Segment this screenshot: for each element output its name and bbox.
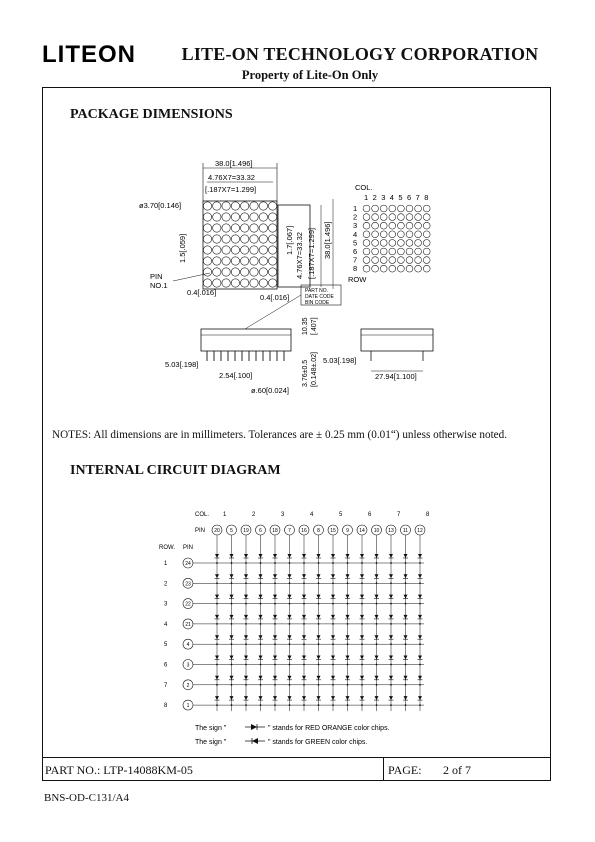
matrix-dot bbox=[423, 257, 430, 264]
dim-side-width: 27.94[1.100] bbox=[375, 372, 417, 381]
bottom-view-body bbox=[201, 329, 291, 351]
led-dot bbox=[259, 213, 267, 221]
matrix-dot bbox=[406, 248, 413, 255]
col-pin-number: 8 bbox=[317, 528, 320, 534]
matrix-dot bbox=[415, 265, 422, 272]
dim-bottom-left: 0.4[.016] bbox=[187, 288, 217, 297]
led-dot bbox=[259, 257, 267, 265]
led-dot bbox=[250, 213, 258, 221]
dim-pitch-in: [.187X7=1.299] bbox=[205, 185, 257, 194]
led-dot bbox=[250, 224, 258, 232]
row-pin-number: 21 bbox=[185, 621, 191, 628]
matrix-col-number: 5 bbox=[398, 193, 403, 202]
led-dot bbox=[222, 224, 230, 232]
led-dot bbox=[268, 257, 276, 265]
col-pin-number: 6 bbox=[259, 528, 262, 534]
dim-vert-pitch-mm: 4.76X7=33.32 bbox=[295, 232, 304, 279]
matrix-dot bbox=[380, 240, 387, 247]
matrix-dot bbox=[406, 222, 413, 229]
matrix-dot bbox=[398, 214, 405, 221]
led-dot bbox=[268, 213, 276, 221]
legend-green-pre: The sign " bbox=[195, 739, 227, 746]
property-notice: Property of Lite-On Only bbox=[241, 68, 379, 82]
matrix-dot bbox=[398, 248, 405, 255]
led-dot bbox=[222, 257, 230, 265]
led-dot bbox=[250, 268, 258, 276]
matrix-row-number: 7 bbox=[353, 255, 358, 265]
matrix-row-number: 5 bbox=[353, 238, 358, 248]
led-dot bbox=[203, 235, 211, 243]
pin-matrix bbox=[353, 193, 430, 273]
circuit-col-number: 7 bbox=[397, 512, 401, 518]
dim-pitch-mm: 4.76X7=33.32 bbox=[208, 173, 255, 182]
dim-vert-small: 1.7[.067] bbox=[285, 225, 294, 255]
dim-height: 38.0[1.496] bbox=[323, 221, 332, 259]
matrix-dot bbox=[398, 240, 405, 247]
led-dot bbox=[213, 268, 221, 276]
circuit-grid bbox=[164, 512, 430, 711]
matrix-dot bbox=[389, 240, 396, 247]
circuit-col-number: 3 bbox=[281, 512, 285, 518]
matrix-dot bbox=[406, 231, 413, 238]
document-id: BNS-OD-C131/A4 bbox=[44, 792, 129, 804]
led-dot bbox=[231, 246, 239, 254]
matrix-dot bbox=[415, 240, 422, 247]
circuit-col-number: 8 bbox=[426, 512, 430, 518]
led-dot bbox=[241, 235, 249, 243]
matrix-dot bbox=[406, 214, 413, 221]
led-dot bbox=[213, 213, 221, 221]
led-dot bbox=[268, 202, 276, 210]
matrix-dot bbox=[389, 222, 396, 229]
led-dot bbox=[231, 202, 239, 210]
matrix-dot bbox=[380, 257, 387, 264]
led-dot bbox=[222, 213, 230, 221]
circuit-col-label: COL. bbox=[195, 512, 210, 518]
right-view-body bbox=[361, 329, 433, 351]
col-pin-number: 5 bbox=[230, 528, 233, 534]
circuit-diagram bbox=[155, 505, 455, 750]
row-pin-number: 4 bbox=[186, 642, 190, 649]
led-dot bbox=[250, 279, 258, 287]
company-name: LITE-ON TECHNOLOGY CORPORATION bbox=[181, 44, 539, 64]
dim-width-top: 38.0[1.496] bbox=[215, 159, 253, 168]
led-dot bbox=[259, 246, 267, 254]
matrix-dot bbox=[398, 265, 405, 272]
part-box-line1: PART NO. bbox=[305, 288, 329, 294]
circuit-pin-label: PIN bbox=[195, 528, 206, 534]
matrix-row-number: 1 bbox=[353, 204, 358, 213]
led-dot bbox=[241, 257, 249, 265]
row-pin-number: 24 bbox=[185, 561, 191, 567]
matrix-dot bbox=[380, 265, 387, 272]
dim-side-v4: [.407] bbox=[311, 317, 318, 335]
matrix-dot bbox=[389, 231, 396, 238]
led-dot bbox=[241, 279, 249, 287]
led-dot bbox=[231, 279, 239, 287]
col-pin-number: 20 bbox=[214, 528, 220, 534]
row-pin-number: 1 bbox=[186, 703, 190, 710]
pin-no-label: NO.1 bbox=[150, 281, 168, 290]
matrix-dot bbox=[389, 214, 396, 221]
notes-text: NOTES: All dimensions are in millimeters. Tolerances are ± 0.25 mm (0.01“) unless otherwise noted. bbox=[52, 429, 508, 441]
package-dimensions-title: PACKAGE DIMENSIONS bbox=[70, 107, 233, 122]
col-label: COL. bbox=[355, 183, 373, 192]
matrix-col-number: 2 bbox=[372, 193, 377, 202]
col-pin-number: 12 bbox=[417, 528, 423, 534]
circuit-col-number: 1 bbox=[223, 512, 227, 518]
matrix-dot bbox=[372, 214, 379, 221]
matrix-row-number: 2 bbox=[353, 212, 358, 222]
matrix-dot bbox=[398, 231, 405, 238]
circuit-row-pin-label: PIN bbox=[183, 545, 194, 551]
led-dot bbox=[268, 246, 276, 254]
led-dot bbox=[231, 268, 239, 276]
led-dot bbox=[241, 268, 249, 276]
col-pin-number: 13 bbox=[388, 528, 394, 534]
led-dot bbox=[241, 202, 249, 210]
circuit-diagram-title: INTERNAL CIRCUIT DIAGRAM bbox=[70, 463, 281, 478]
led-dot bbox=[203, 213, 211, 221]
led-dot bbox=[222, 246, 230, 254]
matrix-col-number: 7 bbox=[415, 193, 420, 202]
dim-pin-dia: ø.60[0.024] bbox=[251, 386, 289, 395]
led-dot bbox=[268, 268, 276, 276]
led-dot bbox=[222, 202, 230, 210]
matrix-dot bbox=[363, 248, 370, 255]
dim-side-v3: 10.35 bbox=[302, 317, 309, 335]
circuit-row-number: 3 bbox=[164, 601, 168, 608]
led-dot bbox=[231, 235, 239, 243]
part-number: PART NO.: LTP-14088KM-05 bbox=[45, 763, 193, 777]
matrix-col-number: 4 bbox=[389, 193, 394, 202]
matrix-dot bbox=[372, 248, 379, 255]
led-dot bbox=[213, 202, 221, 210]
page-number: 2 of 7 bbox=[443, 763, 471, 777]
led-dot bbox=[250, 246, 258, 254]
dim-side-gap: 1.5[.059] bbox=[178, 233, 187, 263]
led-dot bbox=[213, 224, 221, 232]
side-view-body bbox=[278, 205, 310, 287]
matrix-dot bbox=[372, 257, 379, 264]
led-dot bbox=[250, 202, 258, 210]
legend-red-pre: The sign " bbox=[195, 725, 227, 732]
led-dot bbox=[250, 257, 258, 265]
matrix-dot bbox=[380, 205, 387, 212]
matrix-dot bbox=[423, 248, 430, 255]
circuit-row-number: 5 bbox=[164, 642, 168, 649]
circuit-row-label: ROW. bbox=[159, 545, 175, 551]
row-pin-number: 23 bbox=[185, 581, 191, 588]
liteon-logo bbox=[42, 40, 142, 66]
led-dot bbox=[250, 235, 258, 243]
led-dot bbox=[241, 246, 249, 254]
dim-side-h1: 5.03[.198] bbox=[165, 360, 199, 369]
matrix-dot bbox=[415, 257, 422, 264]
matrix-dot bbox=[423, 240, 430, 247]
led-dot bbox=[203, 257, 211, 265]
led-dot bbox=[203, 279, 211, 287]
matrix-col-number: 8 bbox=[424, 193, 429, 202]
matrix-dot bbox=[389, 265, 396, 272]
matrix-dot bbox=[389, 248, 396, 255]
led-dot bbox=[259, 202, 267, 210]
col-pin-number: 7 bbox=[288, 528, 291, 534]
circuit-row-number: 8 bbox=[164, 703, 168, 710]
led-dot bbox=[231, 257, 239, 265]
led-dot bbox=[222, 279, 230, 287]
matrix-dot bbox=[423, 222, 430, 229]
matrix-dot bbox=[423, 231, 430, 238]
bottom-view-pins bbox=[207, 351, 284, 361]
front-view bbox=[203, 201, 277, 289]
matrix-dot bbox=[415, 214, 422, 221]
matrix-dot bbox=[363, 214, 370, 221]
row-pin-number: 2 bbox=[186, 682, 190, 689]
col-pin-number: 18 bbox=[272, 528, 278, 534]
matrix-dot bbox=[380, 214, 387, 221]
matrix-dot bbox=[389, 257, 396, 264]
matrix-dot bbox=[423, 205, 430, 212]
col-pin-number: 15 bbox=[330, 528, 336, 534]
matrix-dot bbox=[423, 265, 430, 272]
circuit-col-number: 2 bbox=[252, 512, 256, 518]
circuit-col-number: 5 bbox=[339, 512, 343, 518]
matrix-row-number: 6 bbox=[353, 247, 358, 256]
led-dot bbox=[268, 235, 276, 243]
diode-green-icon bbox=[245, 738, 265, 744]
matrix-dot bbox=[406, 265, 413, 272]
matrix-dot bbox=[372, 205, 379, 212]
matrix-dot bbox=[415, 205, 422, 212]
led-dot bbox=[203, 202, 211, 210]
col-pin-number: 19 bbox=[243, 528, 249, 534]
matrix-dot bbox=[415, 248, 422, 255]
legend-red-post: " stands for RED ORANGE color chips. bbox=[268, 725, 390, 732]
circuit-col-number: 6 bbox=[368, 512, 372, 518]
diode-red-icon bbox=[245, 724, 265, 730]
led-dot bbox=[203, 224, 211, 232]
led-dot bbox=[213, 257, 221, 265]
matrix-dot bbox=[363, 222, 370, 229]
matrix-row-number: 3 bbox=[353, 221, 358, 231]
row-pin-number: 3 bbox=[186, 662, 190, 669]
led-dot bbox=[241, 224, 249, 232]
matrix-dot bbox=[398, 257, 405, 264]
circuit-row-number: 6 bbox=[164, 662, 168, 669]
matrix-col-number: 6 bbox=[407, 193, 412, 202]
matrix-dot bbox=[423, 214, 430, 221]
footer-divider bbox=[383, 757, 384, 781]
matrix-dot bbox=[372, 222, 379, 229]
led-dot bbox=[268, 224, 276, 232]
matrix-row-number: 8 bbox=[353, 264, 358, 274]
led-dot bbox=[268, 279, 276, 287]
matrix-dot bbox=[406, 240, 413, 247]
matrix-dot bbox=[363, 231, 370, 238]
matrix-col-number: 1 bbox=[364, 193, 369, 202]
led-dot bbox=[203, 246, 211, 254]
row-pin-number: 22 bbox=[185, 601, 191, 608]
part-box-line3: BIN CODE bbox=[305, 300, 330, 306]
led-dot bbox=[213, 235, 221, 243]
row-label: ROW bbox=[348, 275, 367, 284]
dim-dot-dia: ø3.70[0.146] bbox=[139, 201, 182, 210]
matrix-dot bbox=[380, 231, 387, 238]
dim-side-v1: 3.76±0.5 bbox=[302, 359, 309, 387]
matrix-col-number: 3 bbox=[381, 193, 386, 202]
matrix-dot bbox=[380, 222, 387, 229]
matrix-dot bbox=[398, 222, 405, 229]
led-dot bbox=[203, 268, 211, 276]
matrix-dot bbox=[363, 265, 370, 272]
led-dot bbox=[213, 246, 221, 254]
matrix-dot bbox=[415, 222, 422, 229]
matrix-dot bbox=[415, 231, 422, 238]
led-dot bbox=[213, 279, 221, 287]
circuit-row-number: 2 bbox=[164, 581, 168, 588]
led-dot bbox=[259, 235, 267, 243]
logo-text: LITEON bbox=[42, 41, 136, 66]
matrix-dot bbox=[406, 257, 413, 264]
circuit-row-number: 7 bbox=[164, 682, 168, 689]
dim-vert-pitch-in: [.187X7=1.299] bbox=[307, 227, 316, 279]
matrix-dot bbox=[389, 205, 396, 212]
legend-green-post: " stands for GREEN color chips. bbox=[268, 739, 368, 746]
circuit-col-number: 4 bbox=[310, 512, 314, 518]
circuit-row-number: 4 bbox=[164, 621, 168, 628]
col-pin-number: 10 bbox=[373, 528, 380, 534]
col-pin-number: 9 bbox=[346, 528, 349, 534]
led-dot bbox=[259, 268, 267, 276]
led-dot bbox=[222, 235, 230, 243]
pin-label: PIN bbox=[150, 272, 163, 281]
matrix-row-number: 4 bbox=[353, 229, 358, 239]
led-dot bbox=[241, 213, 249, 221]
matrix-dot bbox=[363, 257, 370, 264]
matrix-dot bbox=[398, 205, 405, 212]
led-dot bbox=[259, 279, 267, 287]
package-drawing bbox=[135, 155, 465, 405]
led-dot bbox=[231, 224, 239, 232]
part-box-line2: DATE CODE bbox=[305, 294, 334, 300]
matrix-dot bbox=[380, 248, 387, 255]
matrix-dot bbox=[363, 205, 370, 212]
matrix-dot bbox=[372, 240, 379, 247]
circuit-row-number: 1 bbox=[164, 561, 168, 567]
led-dot bbox=[259, 224, 267, 232]
dim-side-v2: [0.148±.02] bbox=[311, 352, 318, 387]
dim-side-h2: 5.03[.198] bbox=[323, 356, 357, 365]
dim-bottom-mid: 0.4[.016] bbox=[260, 293, 290, 302]
dim-pin-pitch: 2.54[.100] bbox=[219, 371, 253, 380]
col-pin-number: 11 bbox=[402, 528, 409, 534]
led-dot bbox=[222, 268, 230, 276]
page-label: PAGE: bbox=[388, 763, 422, 777]
matrix-dot bbox=[406, 205, 413, 212]
led-dot bbox=[231, 213, 239, 221]
matrix-dot bbox=[372, 231, 379, 238]
matrix-dot bbox=[372, 265, 379, 272]
col-pin-number: 14 bbox=[359, 528, 365, 534]
matrix-dot bbox=[363, 240, 370, 247]
col-pin-number: 16 bbox=[301, 528, 307, 534]
